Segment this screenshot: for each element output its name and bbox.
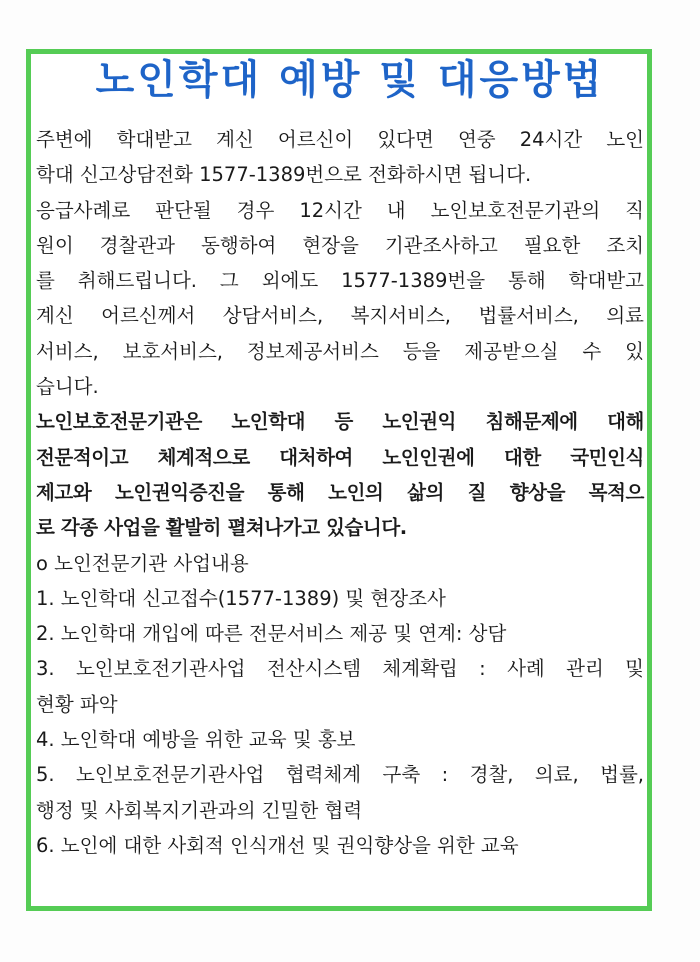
- paragraph-emergency-response: [36, 193, 644, 405]
- text-line: 계신 어르신께서 상담서비스, 복지서비스, 법률서비스, 의료: [36, 304, 644, 328]
- text-line: 노인보호전문기관은 노인학대 등 노인권익 침해문제에 대해: [36, 410, 644, 434]
- text-line: 전문적이고 체계적으로 대처하여 노인인권에 대한 국민인식: [36, 445, 644, 469]
- text-line: 습니다.: [36, 375, 99, 399]
- text-line: 원이 경찰관과 동행하여 현장을 기관조사하고 필요한 조치: [36, 233, 644, 257]
- document-body: [36, 122, 644, 863]
- service-item-2: 2. 노인학대 개입에 따른 전문서비스 제공 및 연계: 상담: [36, 622, 507, 646]
- text-line: 를 취해드립니다. 그 외에도 1577-1389번을 통해 학대받고: [36, 269, 644, 293]
- service-item-5-continued: 행정 및 사회복지기관과의 긴밀한 협력: [36, 798, 363, 822]
- service-item-6: 6. 노인에 대한 사회적 인식개선 및 권익향상을 위한 교육: [36, 833, 519, 857]
- service-item-3: 3. 노인보호전기관사업 전산시스템 체계확립 : 사례 관리 및: [36, 657, 644, 681]
- text-line: 주변에 학대받고 계신 어르신이 있다면 연중 24시간 노인: [36, 128, 644, 151]
- paragraph-protection-agency: [36, 404, 644, 545]
- document-title: 노인학대 예방 및 대응방법: [95, 57, 605, 103]
- text-line: 로 각종 사업을 활발히 펼쳐나가고 있습니다.: [36, 516, 407, 540]
- service-item-5: 5. 노인보호전문기관사업 협력체계 구축 : 경찰, 의료, 법률,: [36, 763, 644, 787]
- service-item-3-continued: 현황 파악: [36, 692, 118, 716]
- text-line: 응급사례로 판단될 경우 12시간 내 노인보호전문기관의 직: [36, 198, 644, 222]
- paragraph-report-hotline: [36, 122, 644, 193]
- services-heading: o 노인전문기관 사업내용: [36, 551, 249, 575]
- service-item-4: 4. 노인학대 예방을 위한 교육 및 홍보: [36, 728, 356, 752]
- services-section: [36, 546, 644, 864]
- service-item-1: 1. 노인학대 신고접수(1577-1389) 및 현장조사: [36, 586, 446, 610]
- text-line: 제고와 노인권익증진을 통해 노인의 삶의 질 향상을 목적으: [36, 480, 644, 504]
- text-line: 서비스, 보호서비스, 정보제공서비스 등을 제공받으실 수 있: [36, 339, 644, 363]
- text-line: 학대 신고상담전화 1577-1389번으로 전화하시면 됩니다.: [36, 163, 532, 187]
